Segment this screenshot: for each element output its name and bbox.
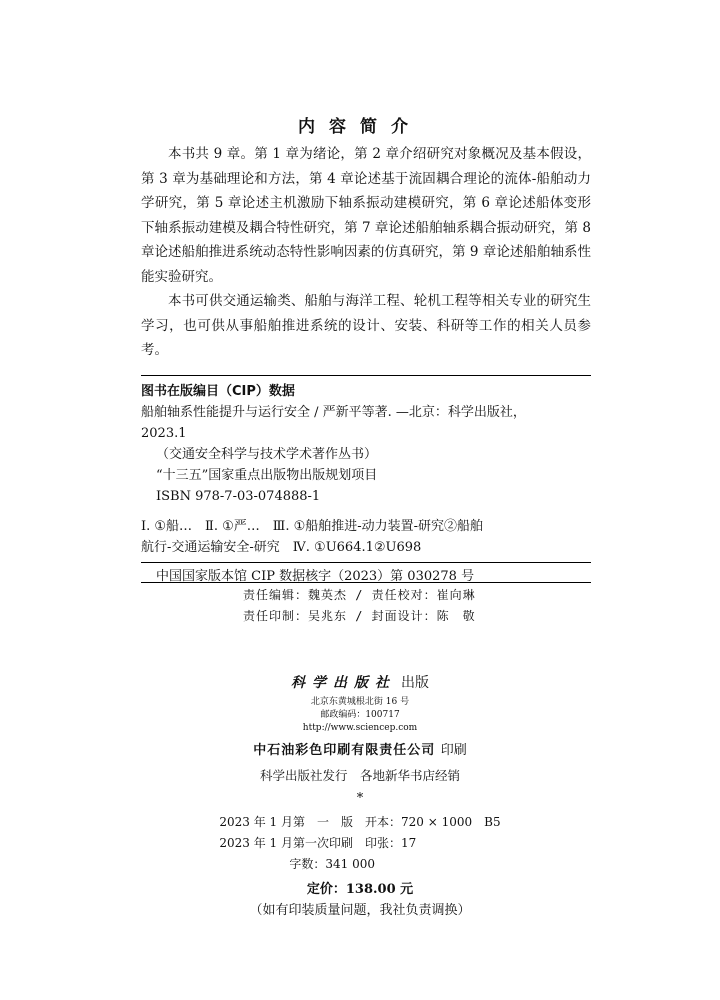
- cip-isbn: ISBN 978-7-03-074888-1: [156, 489, 321, 504]
- word-count: 字数：341 000: [289, 857, 376, 871]
- publisher-postcode: 邮政编码：100717: [320, 710, 400, 720]
- publisher-block: [0, 672, 720, 918]
- cip-top-rule: [141, 375, 591, 376]
- summary-title: 内容简介: [298, 117, 422, 137]
- cip-classification-line-1: Ⅰ. ①船… Ⅱ. ①严… Ⅲ. ①船舶推进-动力装置-研究②船舶: [141, 519, 484, 534]
- edition-line: 2023 年 1 月第 一 版 开本：720 × 1000 B5: [219, 815, 501, 829]
- credits: [243, 585, 476, 627]
- distribution: 科学出版社发行 各地新华书店经销: [259, 768, 460, 783]
- edition-specs: [219, 812, 500, 875]
- quality-note: （如有印装质量问题，我社负责调换）: [249, 903, 471, 918]
- publisher-url: http://www.sciencep.com: [302, 723, 418, 733]
- price: 定价：138.00 元: [306, 882, 414, 897]
- cip-series: （交通安全科学与技术学术著作丛书）: [156, 447, 378, 462]
- separator-star: *: [356, 791, 364, 806]
- publisher-name: 科学出版社: [290, 675, 396, 691]
- cip-record-line-2: 2023.1: [141, 426, 187, 441]
- credits-production: 责任印制：吴兆东 / 封面设计：陈 敬: [243, 609, 476, 623]
- publisher-address: 北京东黄城根北街 16 号: [310, 697, 410, 707]
- cip-bottom-rule: [141, 582, 591, 583]
- printing-line: 2023 年 1 月第一次印刷 印张：17: [219, 836, 417, 850]
- cip-record-line-1: 船舶轴系性能提升与运行安全 / 严新平等著. —北京：科学出版社，: [141, 405, 526, 420]
- cip-project: “十三五”国家重点出版物出版规划项目: [156, 468, 378, 483]
- summary-paragraph-1: 本书共 9 章。第 1 章为绪论，第 2 章介绍研究对象概况及基本假设，第 3 章为基础理论和方法，第 4 章论述基于流固耦合理论的流体-船舶动力学研究，第 5 章论述主机激励下轴系振动建模研究，第 6 章论述船体变形下轴系振动建模及耦合特性研究，第 7 章论述船舶轴系耦合振动研究，第 8 章论述船舶推进系统动态特性影响因素的仿真研究，第 9 章论述船舶轴系性能实验研究。: [141, 146, 591, 285]
- credits-editors: 责任编辑：魏英杰 / 责任校对：崔向琳: [243, 588, 476, 602]
- cip-heading: 图书在版编目（CIP）数据: [141, 384, 295, 399]
- cip-block: [141, 381, 591, 558]
- printer-name: 中石油彩色印刷有限责任公司: [253, 743, 436, 758]
- publisher-name-suffix: 出版: [401, 675, 430, 691]
- cip-middle-rule: [141, 562, 591, 563]
- printer-suffix: 印刷: [440, 743, 467, 758]
- summary-body: [141, 142, 591, 363]
- cip-classification-line-2: 航行-交通运输安全-研究 Ⅳ. ①U664.1②U698: [141, 540, 422, 555]
- summary-paragraph-2: 本书可供交通运输类、船舶与海洋工程、轮机工程等相关专业的研究生学习，也可供从事船舶推进系统的设计、安装、科研等工作的相关人员参考。: [141, 293, 591, 358]
- cip-classification: [141, 516, 591, 558]
- cip-number: 中国国家版本馆 CIP 数据核字（2023）第 030278 号: [156, 569, 475, 584]
